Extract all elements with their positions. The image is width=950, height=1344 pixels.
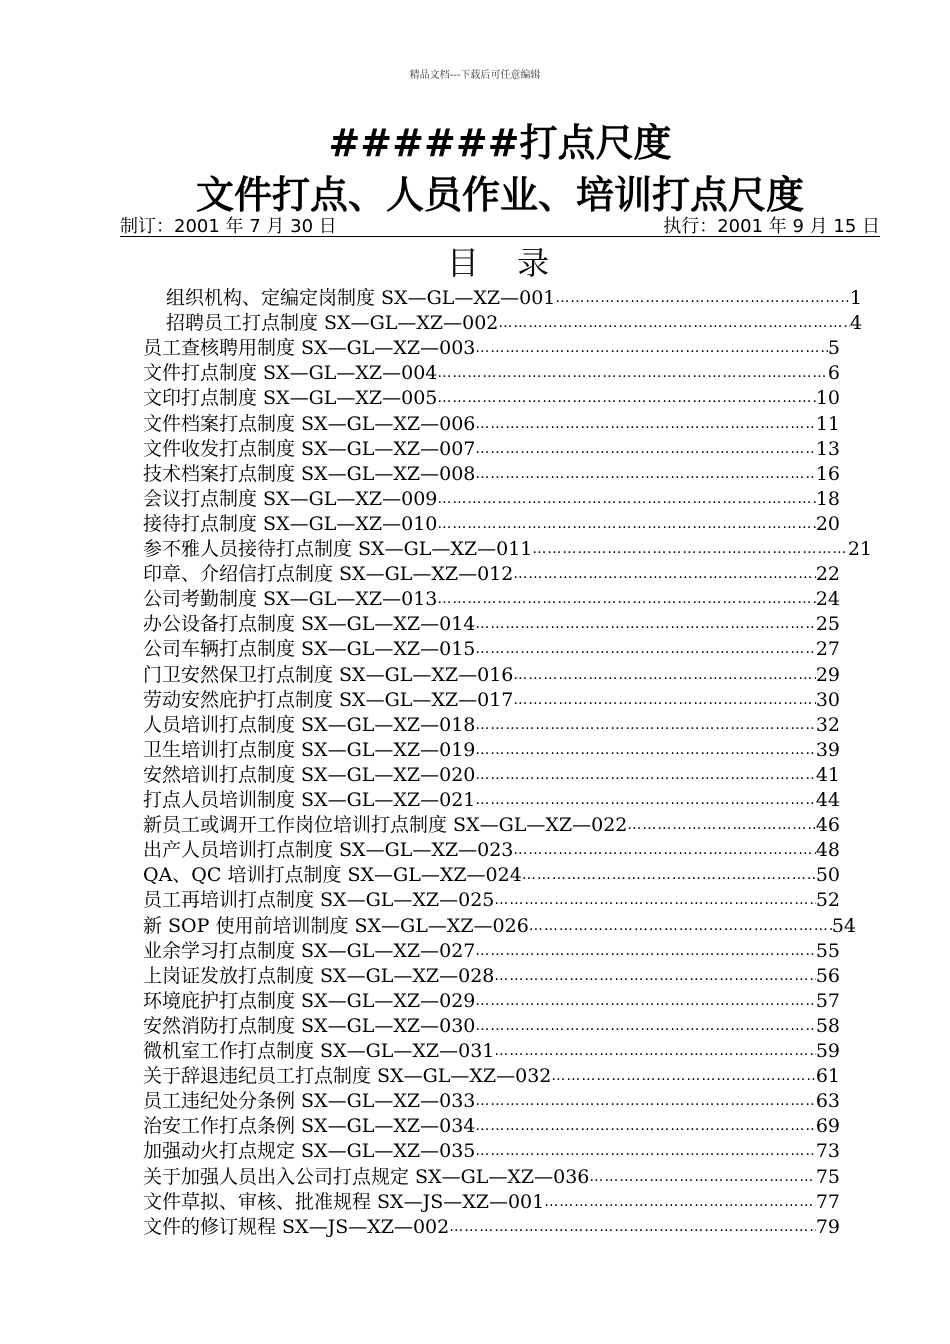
toc-entry[interactable] (166, 286, 862, 311)
toc-leader-dots (498, 311, 850, 336)
toc-entry-title: QA、QC 培训打点制度 SX—GL—XZ—024 (143, 864, 522, 887)
toc-entry[interactable] (143, 888, 840, 913)
date-line (120, 212, 880, 237)
toc-leader-dots (589, 1165, 815, 1190)
toc-entry-title: 文件草拟、审核、批准规程 SX—JS—XZ—001 (143, 1190, 545, 1213)
toc-entry[interactable] (143, 663, 840, 688)
toc-entry-page: 63 (815, 1090, 840, 1113)
toc-entry[interactable] (143, 838, 840, 863)
toc-entry-title: 文件档案打点制度 SX—GL—XZ—006 (143, 412, 476, 435)
toc-entry[interactable] (143, 361, 840, 386)
toc-entry-page: 4 (849, 312, 862, 335)
toc-entry-page: 56 (815, 964, 840, 987)
toc-entry-page: 32 (815, 713, 840, 736)
toc-entry[interactable] (143, 788, 840, 813)
document-title: ######打点尺度 (328, 121, 672, 165)
toc-entry-title: 员工查核聘用制度 SX—GL—XZ—003 (143, 337, 476, 360)
toc-leader-dots (494, 888, 815, 913)
toc-leader-dots (475, 412, 815, 437)
toc-entry[interactable] (143, 964, 840, 989)
toc-entry-page: 50 (815, 864, 840, 887)
toc-entry-page: 1 (849, 287, 862, 309)
toc-entry-page: 30 (815, 688, 840, 711)
toc-entry[interactable] (143, 512, 840, 537)
toc-leader-dots (475, 1014, 815, 1039)
toc-leader-dots (513, 838, 815, 863)
toc-leader-dots (551, 1064, 815, 1089)
toc-entry-title: 卫生培训打点制度 SX—GL—XZ—019 (143, 738, 476, 761)
toc-entry[interactable] (143, 437, 840, 462)
toc-entry-page: 11 (815, 412, 840, 435)
toc-leader-dots (532, 537, 847, 562)
toc-leader-dots (475, 437, 815, 462)
toc-entry[interactable] (143, 1190, 840, 1215)
toc-leader-dots (494, 1039, 815, 1064)
toc-entry-page: 52 (815, 889, 840, 912)
toc-leader-dots (437, 512, 815, 537)
toc-entry-title: 新员工或调开工作岗位培训打点制度 SX—GL—XZ—022 (143, 814, 628, 837)
toc-leader-dots (513, 688, 815, 713)
toc-entry-title: 会议打点制度 SX—GL—XZ—009 (143, 487, 438, 510)
toc-entry-page: 24 (815, 588, 840, 611)
document-subtitle: 文件打点、人员作业、培训打点尺度 (195, 173, 804, 217)
toc-entry-page: 29 (815, 663, 840, 686)
toc-leader-dots (522, 863, 816, 888)
toc-leader-dots (475, 336, 828, 361)
toc-entry-page: 54 (831, 914, 856, 937)
toc-entry-page: 5 (827, 337, 840, 360)
toc-entry-page: 69 (815, 1115, 840, 1138)
toc-leader-dots (475, 612, 815, 637)
toc-entry-page: 16 (815, 462, 840, 485)
toc-entry[interactable] (143, 939, 840, 964)
toc-entry-page: 73 (815, 1140, 840, 1163)
toc-entry-title: 人员培训打点制度 SX—GL—XZ—018 (143, 713, 476, 736)
toc-entry[interactable] (143, 1114, 840, 1139)
toc-entry[interactable] (143, 386, 840, 411)
toc-leader-dots (437, 386, 815, 411)
toc-entry-title: 环境庇护打点制度 SX—GL—XZ—029 (143, 989, 476, 1012)
toc-entry[interactable] (143, 989, 840, 1014)
toc-entry-title: 关于加强人员出入公司打点规定 SX—GL—XZ—036 (143, 1165, 590, 1188)
toc-leader-dots (513, 562, 815, 587)
header-note: 精品文档---下载后可任意编辑 (409, 70, 541, 81)
toc-entry-page: 46 (815, 814, 840, 837)
toc-entry[interactable] (143, 612, 840, 637)
toc-entry-title: 文件的修订规程 SX—JS—XZ—002 (143, 1215, 450, 1238)
toc-entry-page: 61 (815, 1065, 840, 1088)
toc-entry-title: 上岗证发放打点制度 SX—GL—XZ—028 (143, 964, 495, 987)
toc-entry-title: 员工再培训打点制度 SX—GL—XZ—025 (143, 889, 495, 912)
toc-entry[interactable] (143, 487, 840, 512)
toc-entry-page: 75 (815, 1165, 840, 1188)
toc-leader-dots (475, 713, 815, 738)
toc-entry[interactable] (143, 562, 840, 587)
toc-leader-dots (494, 964, 815, 989)
toc-entry-title: 门卫安然保卫打点制度 SX—GL—XZ—016 (143, 663, 514, 686)
date-made: 制订：2001 年 7 月 30 日 (120, 216, 337, 237)
toc-entry-title: 印章、介绍信打点制度 SX—GL—XZ—012 (143, 563, 514, 586)
toc-leader-dots (475, 738, 815, 763)
toc-entry[interactable] (143, 412, 840, 437)
toc-entry-page: 21 (847, 538, 872, 560)
toc-leader-dots (529, 914, 832, 939)
toc-entry-title: 技术档案打点制度 SX—GL—XZ—008 (143, 462, 476, 485)
toc-entry-title: 业余学习打点制度 SX—GL—XZ—027 (143, 939, 476, 962)
toc-entry-page: 27 (815, 638, 840, 661)
toc-entry-page: 6 (827, 362, 840, 385)
toc-entry-title: 组织机构、定编定岗制度 SX—GL—XZ—001 (166, 287, 556, 309)
toc-entry-title: 公司考勤制度 SX—GL—XZ—013 (143, 588, 438, 611)
toc-entry-title: 加强动火打点规定 SX—GL—XZ—035 (143, 1140, 476, 1163)
toc-leader-dots (475, 1089, 815, 1114)
toc-entry-title: 员工违纪处分条例 SX—GL—XZ—033 (143, 1090, 476, 1113)
toc-entry-title: 文印打点制度 SX—GL—XZ—005 (143, 387, 438, 410)
toc-entry-title: 接待打点制度 SX—GL—XZ—010 (143, 512, 438, 535)
date-executed: 执行：2001 年 9 月 15 日 (663, 216, 880, 237)
toc-entry-title: 出产人员培训打点制度 SX—GL—XZ—023 (143, 839, 514, 862)
toc-entry-page: 18 (815, 487, 840, 510)
toc-leader-dots (475, 1139, 815, 1164)
toc-entry-title: 劳动安然庇护打点制度 SX—GL—XZ—017 (143, 688, 514, 711)
toc-entry[interactable] (143, 763, 840, 788)
toc-entry-page: 22 (815, 563, 840, 586)
toc-entry-title: 文件打点制度 SX—GL—XZ—004 (143, 362, 438, 385)
toc-leader-dots (475, 788, 815, 813)
toc-entry[interactable] (143, 914, 856, 939)
toc-leader-dots (437, 487, 815, 512)
toc-leader-dots (475, 939, 815, 964)
toc-entry[interactable] (143, 336, 840, 361)
toc-entry[interactable] (143, 863, 840, 888)
toc-leader-dots (437, 361, 828, 386)
toc-entry[interactable] (143, 1064, 840, 1089)
toc-entry-page: 57 (815, 989, 840, 1012)
toc-leader-dots (475, 462, 815, 487)
toc-entry[interactable] (143, 537, 872, 562)
toc-leader-dots (449, 1215, 816, 1240)
toc-entry[interactable] (143, 462, 840, 487)
toc-leader-dots (627, 813, 815, 838)
toc-entry[interactable] (143, 1165, 840, 1190)
toc-entry-title: 安然培训打点制度 SX—GL—XZ—020 (143, 763, 476, 786)
toc-entry-title: 参不雅人员接待打点制度 SX—GL—XZ—011 (143, 538, 533, 560)
toc-entry-page: 10 (815, 387, 840, 410)
toc-entry[interactable] (143, 713, 840, 738)
toc-entry-page: 59 (815, 1040, 840, 1062)
toc-entry[interactable] (143, 587, 840, 612)
toc-entry-title: 关于辞退违纪员工打点制度 SX—GL—XZ—032 (143, 1065, 552, 1088)
toc-entry[interactable] (143, 1039, 840, 1064)
toc-heading: 目 录 (446, 244, 564, 282)
toc-entry[interactable] (143, 1014, 840, 1039)
toc-entry-page: 25 (815, 613, 840, 636)
toc-entry-page: 39 (815, 738, 840, 761)
toc-leader-dots (437, 587, 815, 612)
toc-entry-title: 新 SOP 使用前培训制度 SX—GL—XZ—026 (143, 914, 529, 937)
toc-entry[interactable] (143, 1089, 840, 1114)
toc-entry-page: 44 (815, 789, 840, 811)
toc-entry-title: 办公设备打点制度 SX—GL—XZ—014 (143, 613, 476, 636)
toc-entry-page: 58 (815, 1014, 840, 1037)
toc-entry[interactable] (143, 1139, 840, 1164)
toc-entry[interactable] (143, 813, 840, 838)
toc-entry-page: 77 (815, 1190, 840, 1213)
toc-leader-dots (513, 663, 815, 688)
toc-entry-page: 55 (815, 939, 840, 962)
toc-leader-dots (475, 989, 815, 1014)
toc-entry-title: 公司车辆打点制度 SX—GL—XZ—015 (143, 638, 476, 661)
toc-entry-title: 安然消防打点制度 SX—GL—XZ—030 (143, 1014, 476, 1037)
toc-entry[interactable] (143, 1215, 840, 1240)
toc-entry-title: 治安工作打点条例 SX—GL—XZ—034 (143, 1115, 476, 1138)
toc-entry[interactable] (166, 311, 862, 336)
toc-leader-dots (475, 763, 815, 788)
toc-entry-title: 微机室工作打点制度 SX—GL—XZ—031 (143, 1040, 495, 1062)
toc-entry-page: 41 (815, 763, 840, 786)
toc-entry-page: 79 (815, 1215, 840, 1238)
toc-entry-title: 文件收发打点制度 SX—GL—XZ—007 (143, 437, 476, 460)
toc-entry[interactable] (143, 637, 840, 662)
toc-leader-dots (475, 637, 815, 662)
toc-leader-dots (475, 1114, 815, 1139)
toc-entry-title: 打点人员培训制度 SX—GL—XZ—021 (143, 789, 476, 811)
toc-leader-dots (544, 1190, 816, 1215)
toc-leader-dots (555, 286, 850, 311)
toc-entry-page: 13 (815, 437, 840, 460)
toc-entry-page: 48 (815, 839, 840, 862)
toc-entry[interactable] (143, 738, 840, 763)
toc-entry[interactable] (143, 688, 840, 713)
toc-entry-title: 招聘员工打点制度 SX—GL—XZ—002 (166, 312, 499, 335)
toc-entry-page: 20 (815, 512, 840, 535)
